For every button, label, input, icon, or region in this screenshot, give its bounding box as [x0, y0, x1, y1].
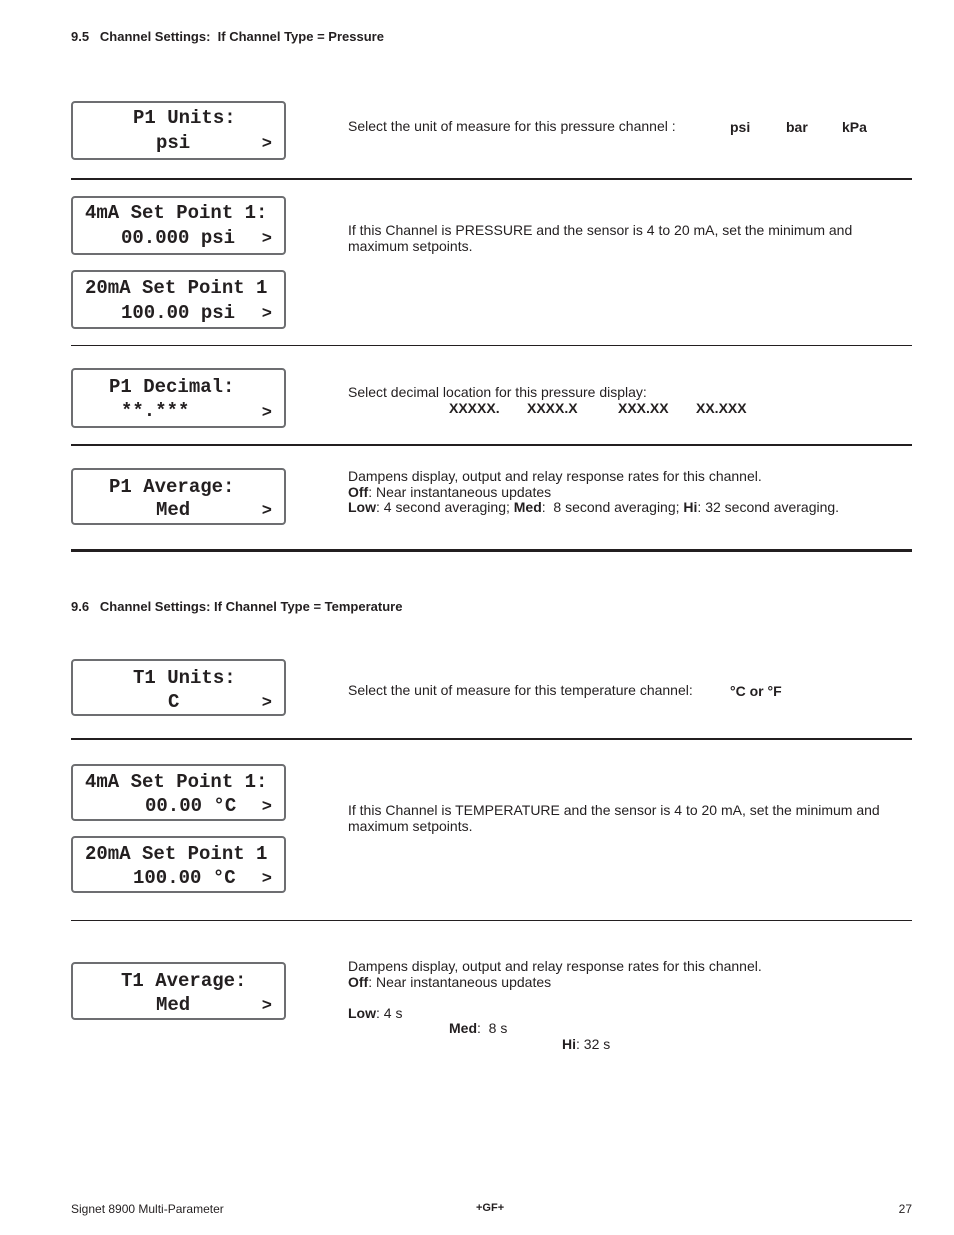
- low-text: : 4 s: [376, 1004, 403, 1021]
- lcd-arrow: >: [261, 502, 272, 521]
- t1-average-description: [348, 958, 908, 1052]
- unit-option-psi: psi: [730, 119, 751, 135]
- lcd-p1-units: [71, 101, 286, 160]
- average-intro: Dampens display, output and relay response rates for this channel.: [348, 468, 762, 484]
- average-off-line: [348, 975, 908, 991]
- lcd-arrow: >: [261, 997, 272, 1016]
- lcd-t1-units: [71, 659, 286, 716]
- average-rates-line: [348, 990, 908, 1052]
- lcd-p1-average: [71, 468, 286, 525]
- lcd-arrow: >: [261, 404, 272, 423]
- lcd-line-1: P1 Average:: [109, 476, 235, 498]
- decimal-option-3: XXX.XX: [618, 400, 669, 416]
- decimal-option-1: XXXXX.: [449, 400, 500, 416]
- unit-option-kpa: kPa: [842, 119, 867, 135]
- low-label: Low: [348, 499, 376, 515]
- decimal-option-2: XXXX.X: [527, 400, 578, 416]
- low-rate: [348, 1006, 402, 1022]
- lcd-line-2: 00.000 psi: [121, 227, 236, 249]
- low-label: Low: [348, 1004, 376, 1021]
- lcd-line-1: P1 Decimal:: [109, 376, 235, 398]
- page-number: 27: [898, 1202, 912, 1216]
- off-text: : Near instantaneous updates: [368, 483, 552, 500]
- off-label: Off: [348, 973, 369, 990]
- med-label: Med: [513, 499, 542, 515]
- lcd-line-2: Med: [156, 994, 191, 1016]
- lcd-arrow: >: [261, 305, 272, 324]
- lcd-arrow: >: [261, 798, 272, 817]
- average-intro: Dampens display, output and relay response rates for this channel.: [348, 958, 762, 974]
- lcd-line-1: T1 Average:: [121, 970, 247, 992]
- med-text: : 8 s: [477, 1020, 508, 1036]
- gf-logo: +GF+: [476, 1202, 505, 1214]
- low-text: : 4 second averaging;: [376, 499, 514, 515]
- lcd-line-1: 20mA Set Point 1: [85, 843, 268, 865]
- lcd-t1-average: [71, 962, 286, 1020]
- p1-units-description: Select the unit of measure for this pressure channel :: [348, 118, 676, 134]
- p1-decimal-description: Select decimal location for this pressure display:: [348, 384, 647, 400]
- section-heading-pressure: 9.5 Channel Settings: If Channel Type = Pressure: [71, 29, 384, 44]
- off-text: : Near instantaneous updates: [368, 973, 552, 990]
- section-heading-temperature: 9.6 Channel Settings: If Channel Type = Temperature: [71, 599, 403, 614]
- lcd-p1-decimal: [71, 368, 286, 428]
- lcd-arrow: >: [261, 694, 272, 713]
- t1-units-description: Select the unit of measure for this temperature channel:: [348, 682, 693, 698]
- hi-rate: [562, 1037, 610, 1053]
- lcd-pressure-4ma-setpoint: [71, 196, 286, 255]
- lcd-temperature-20ma-setpoint: [71, 836, 286, 893]
- lcd-line-2: Med: [156, 499, 191, 521]
- lcd-arrow: >: [261, 230, 272, 249]
- lcd-line-2: C: [168, 691, 180, 713]
- lcd-line-1: 4mA Set Point 1:: [85, 771, 268, 793]
- med-label: Med: [449, 1020, 477, 1036]
- divider-section-end: [71, 549, 912, 552]
- temperature-setpoint-description: If this Channel is TEMPERATURE and the sensor is 4 to 20 mA, set the minimum and maximum setpoints.: [348, 802, 880, 834]
- lcd-temperature-4ma-setpoint: [71, 764, 286, 821]
- lcd-line-2: 00.00 °C: [145, 795, 237, 817]
- unit-option-bar: bar: [786, 119, 808, 135]
- off-label: Off: [348, 483, 369, 500]
- lcd-line-1: T1 Units:: [133, 667, 236, 689]
- divider: [71, 920, 912, 921]
- lcd-line-1: 4mA Set Point 1:: [85, 202, 268, 224]
- lcd-line-2: 100.00 °C: [133, 867, 236, 889]
- hi-text: : 32 second averaging.: [697, 499, 840, 515]
- temperature-unit-options: °C or °F: [730, 683, 782, 699]
- divider: [71, 738, 912, 740]
- lcd-pressure-20ma-setpoint: [71, 270, 286, 329]
- divider: [71, 345, 912, 346]
- med-rate: [449, 1021, 507, 1037]
- lcd-line-2: **.***: [121, 400, 190, 422]
- divider: [71, 178, 912, 180]
- lcd-line-1: 20mA Set Point 1: [85, 277, 268, 299]
- hi-label: Hi: [562, 1035, 576, 1052]
- divider: [71, 444, 912, 446]
- lcd-line-1: P1 Units:: [133, 107, 236, 129]
- hi-label: Hi: [683, 499, 698, 515]
- footer-product-name: Signet 8900 Multi-Parameter: [71, 1202, 224, 1216]
- hi-text: : 32 s: [576, 1035, 611, 1052]
- med-text: : 8 second averaging;: [541, 499, 684, 515]
- lcd-line-2: 100.00 psi: [121, 302, 236, 324]
- average-off-line: [348, 485, 908, 501]
- lcd-line-2: psi: [156, 132, 191, 154]
- lcd-arrow: >: [261, 135, 272, 154]
- pressure-setpoint-description: If this Channel is PRESSURE and the sensor is 4 to 20 mA, set the minimum and maximum setpoints.: [348, 222, 853, 254]
- p1-average-description: [348, 469, 908, 516]
- lcd-arrow: >: [261, 870, 272, 889]
- average-rates-line: [348, 500, 908, 516]
- decimal-option-4: XX.XXX: [696, 400, 747, 416]
